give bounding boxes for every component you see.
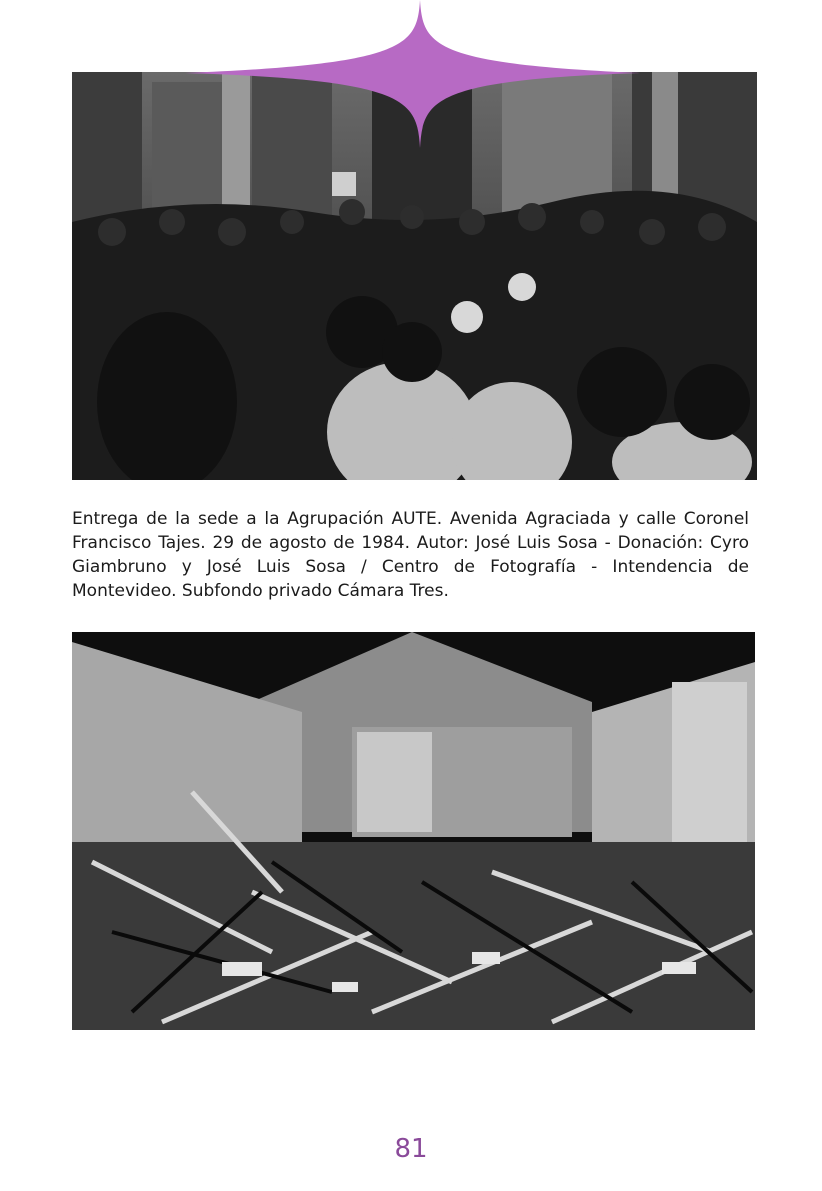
page-number: 81 <box>394 1134 428 1164</box>
photo-caption: Entrega de la sede a la Agrupación AUTE. Avenida Agraciada y calle Coronel Francisco Tajes. 29 de agosto de 1984. Autor: José Luis Sosa - Donación: Cyro Giambruno y José Luis Sosa / Centro de Fotografía - Intendencia de Montevideo. Subfondo privado Cámara Tres. <box>72 509 749 601</box>
ruins-photo <box>72 632 755 1030</box>
crowd-photo <box>72 72 757 480</box>
